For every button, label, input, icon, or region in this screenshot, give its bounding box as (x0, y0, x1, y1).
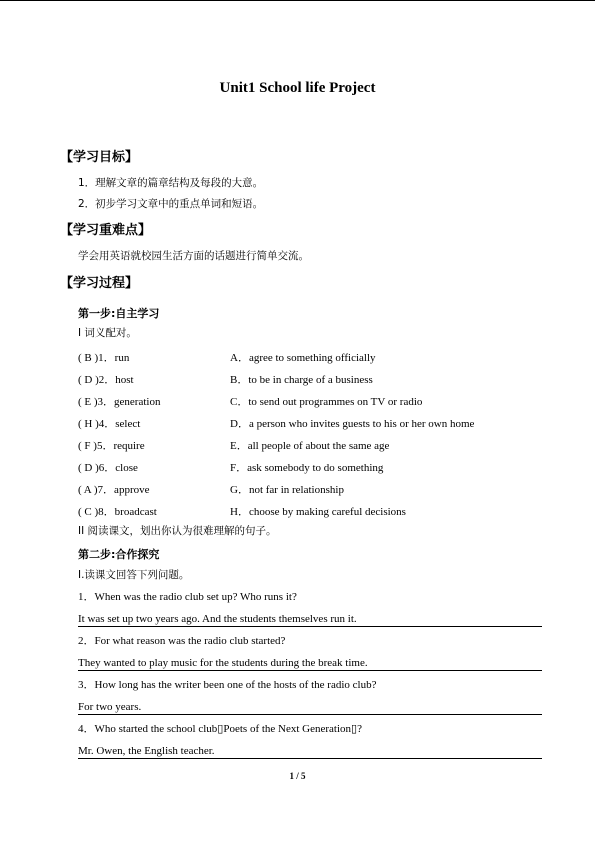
section-heading-process: 【学习过程】 (60, 276, 139, 291)
step1-label: 第一步:自主学习 (78, 307, 160, 320)
matching-row (78, 371, 548, 385)
matching-row (78, 393, 548, 407)
question-text: 3．How long has the writer been one of the hosts of the radio club? (78, 679, 377, 691)
matching-row (78, 459, 548, 473)
matching-row (78, 503, 548, 517)
matching-definition: G．not far in relationship (230, 484, 344, 496)
matching-definition: C．to send out programmes on TV or radio (230, 396, 423, 408)
step1-part2-label: II 阅读课文，划出你认为很难理解的句子。 (78, 525, 277, 537)
matching-definition: E．all people of about the same age (230, 440, 390, 452)
matching-word: ( E )3．generation (78, 396, 161, 408)
document-title: Unit1 School life Project (219, 80, 376, 96)
matching-word: ( A )7．approve (78, 484, 150, 496)
step2-part1-label: Ⅰ.读课文回答下列问题。 (78, 569, 190, 581)
matching-word: ( H )4．select (78, 418, 141, 430)
goal-item: 1．理解文章的篇章结构及每段的大意。 (78, 177, 264, 189)
matching-word: ( B )1．run (78, 352, 130, 364)
answer-line: Mr. Owen, the English teacher. (78, 745, 542, 759)
section-heading-key-points: 【学习重难点】 (60, 223, 152, 238)
step1-part1-label: I 词义配对。 (78, 327, 137, 339)
answer-line: They wanted to play music for the students during the break time. (78, 657, 542, 671)
matching-word: ( C )8．broadcast (78, 506, 157, 518)
matching-word: ( D )6．close (78, 462, 138, 474)
key-points-text: 学会用英语就校园生活方面的话题进行简单交流。 (78, 250, 309, 262)
matching-row (78, 481, 548, 495)
matching-word: ( F )5．require (78, 440, 145, 452)
matching-row (78, 437, 548, 451)
goal-item: 2．初步学习文章中的重点单词和短语。 (78, 198, 264, 210)
matching-definition: H．choose by making careful decisions (230, 506, 406, 518)
question-text: 4．Who started the school club▯Poets of the Next Generation▯? (78, 723, 362, 735)
matching-definition: B．to be in charge of a business (230, 374, 373, 386)
answer-line: For two years. (78, 701, 542, 715)
step2-label: 第二步:合作探究 (78, 548, 160, 561)
page-number: 1 / 5 (289, 771, 306, 781)
matching-word: ( D )2．host (78, 374, 134, 386)
matching-definition: A．agree to something officially (230, 352, 376, 364)
page-top-rule (0, 0, 595, 1)
matching-row (78, 415, 548, 429)
matching-definition: F．ask somebody to do something (230, 462, 384, 474)
matching-row (78, 349, 548, 363)
question-text: 2．For what reason was the radio club started? (78, 635, 286, 647)
answer-line: It was set up two years ago. And the students themselves run it. (78, 613, 542, 627)
question-text: 1．When was the radio club set up? Who runs it? (78, 591, 297, 603)
matching-definition: D．a person who invites guests to his or her own home (230, 418, 475, 430)
section-heading-goals: 【学习目标】 (60, 150, 139, 165)
